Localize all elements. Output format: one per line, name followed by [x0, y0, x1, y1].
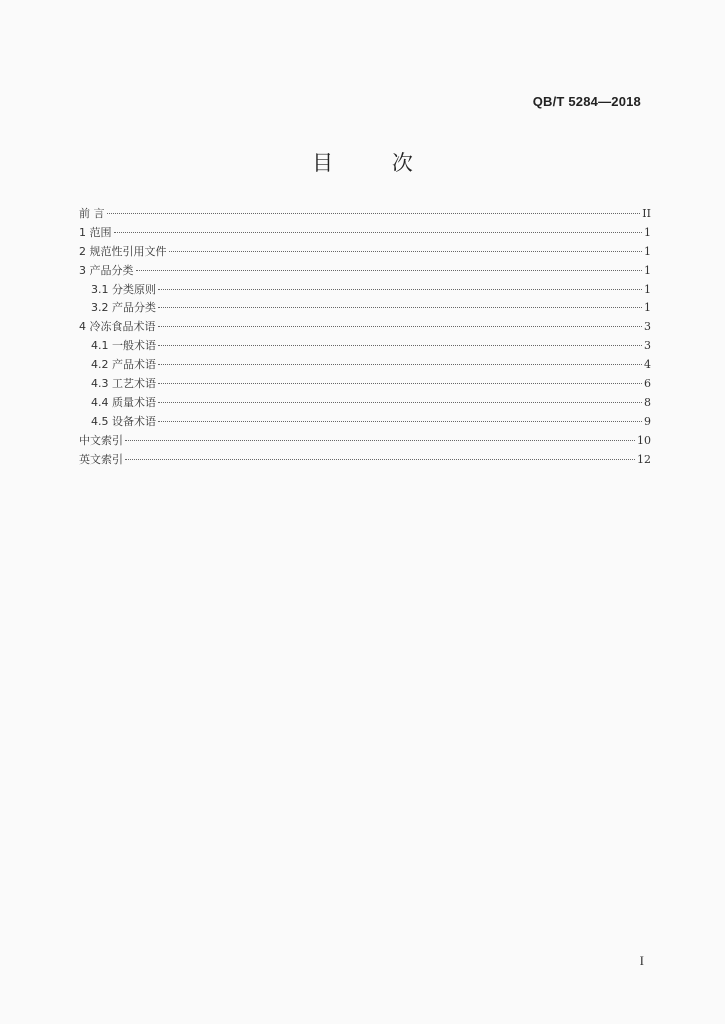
toc-entry-label: 4.4 质量术语 [91, 395, 156, 409]
toc-entry[interactable] [79, 281, 651, 300]
page-number: I [639, 953, 644, 968]
toc-entry-label: 2 规范性引用文件 [79, 244, 167, 258]
toc-entry-label: 中文索引 [79, 433, 123, 447]
toc-dot-leader [158, 289, 642, 290]
toc-entry[interactable] [79, 299, 651, 318]
toc-dot-leader [158, 402, 642, 403]
toc-entry-label: 4.5 设备术语 [91, 414, 156, 428]
toc-dot-leader [125, 440, 635, 441]
toc-entry-page: 1 [644, 282, 651, 296]
toc-dot-leader [158, 421, 642, 422]
toc-entry[interactable] [79, 451, 651, 470]
toc-entry[interactable] [79, 337, 651, 356]
toc-entry[interactable] [79, 375, 651, 394]
toc-entry-page: 4 [644, 358, 651, 372]
toc-entry-page: 9 [644, 414, 651, 428]
standard-code: QB/T 5284—2018 [532, 94, 641, 109]
toc-entry[interactable] [79, 224, 651, 243]
toc-entry[interactable] [79, 318, 651, 337]
toc-entry[interactable] [79, 243, 651, 262]
toc-dot-leader [114, 232, 643, 233]
toc-dot-leader [125, 459, 635, 460]
toc-entry[interactable] [79, 413, 651, 432]
toc-entry-label: 4.2 产品术语 [91, 358, 156, 372]
toc-entry-page: 3 [644, 320, 651, 334]
toc-entry-page: 1 [644, 225, 651, 239]
toc-entry-page: 10 [637, 433, 651, 447]
toc-entry-label: 4.3 工艺术语 [91, 377, 156, 391]
toc-entry-label: 3.1 分类原则 [91, 282, 156, 296]
toc-dot-leader [158, 345, 642, 346]
toc-entry[interactable] [79, 394, 651, 413]
toc-dot-leader [169, 251, 643, 252]
toc-entry-page: 8 [644, 395, 651, 409]
toc-entry[interactable] [79, 262, 651, 281]
toc-dot-leader [158, 383, 642, 384]
toc-dot-leader [158, 326, 643, 327]
toc-entry[interactable] [79, 356, 651, 375]
toc-entry-label: 4 冷冻食品术语 [79, 320, 156, 334]
toc-title: 目 次 [312, 151, 439, 175]
toc-entry-page: 1 [644, 263, 651, 277]
toc-dot-leader [136, 270, 643, 271]
toc-entry-page: 1 [644, 301, 651, 315]
toc-entry-label: 4.1 一般术语 [91, 339, 156, 353]
toc-dot-leader [107, 213, 641, 214]
toc-entry-label: 1 范围 [79, 225, 112, 239]
toc-entry-page: 6 [644, 377, 651, 391]
toc-entry[interactable] [79, 205, 651, 224]
toc-entry-label: 前 言 [79, 207, 105, 220]
toc-entry[interactable] [79, 432, 651, 451]
table-of-contents [79, 205, 651, 469]
toc-dot-leader [158, 364, 642, 365]
toc-entry-page: 12 [637, 452, 651, 466]
toc-entry-label: 3 产品分类 [79, 263, 134, 277]
toc-entry-label: 英文索引 [79, 452, 123, 466]
toc-entry-label: 3.2 产品分类 [91, 301, 156, 315]
toc-entry-page: 1 [644, 244, 651, 258]
toc-dot-leader [158, 307, 642, 308]
toc-entry-page: II [642, 207, 651, 220]
toc-entry-page: 3 [644, 339, 651, 353]
